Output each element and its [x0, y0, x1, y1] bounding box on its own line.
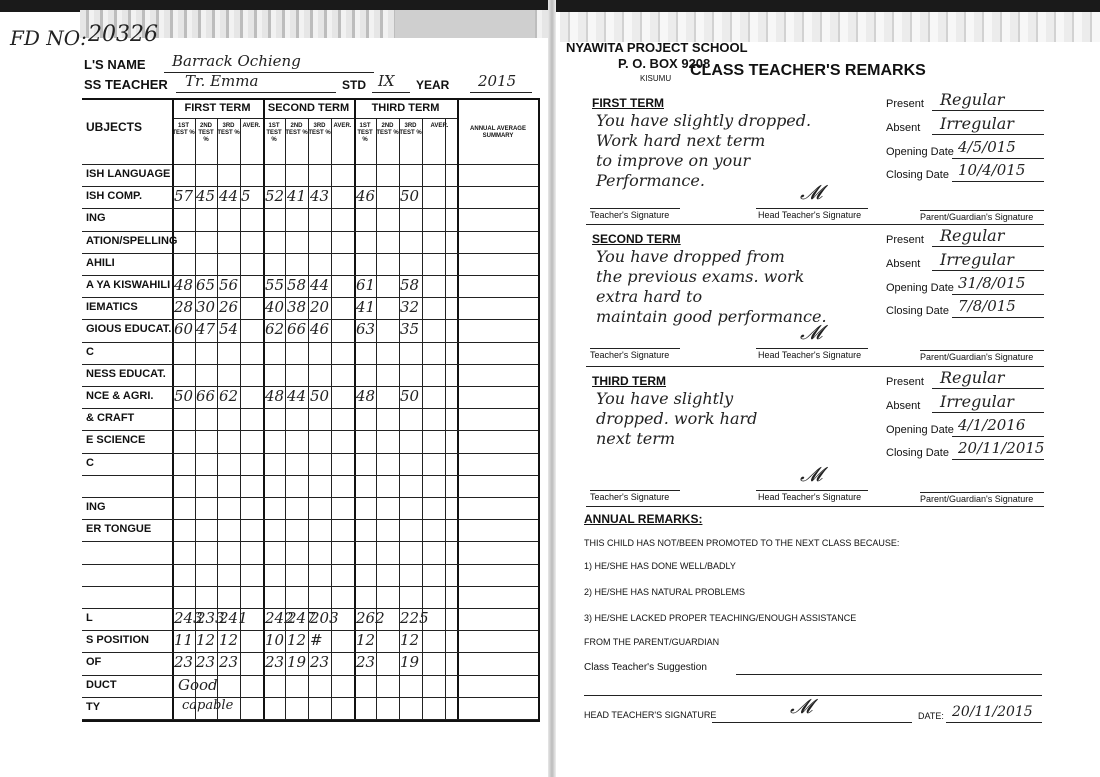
subject-row-label: & CRAFT — [86, 412, 135, 425]
term-remark-line: next term — [596, 429, 676, 448]
subject-row-label: TY — [86, 700, 101, 713]
term-title: SECOND TERM — [592, 232, 681, 246]
absent-label: Absent — [886, 122, 921, 134]
school-name: NYAWITA PROJECT SCHOOL — [566, 40, 748, 55]
mark-cell: 54 — [219, 320, 239, 339]
test-col-header: AVER. — [333, 123, 352, 129]
mark-cell: 12 — [287, 631, 307, 650]
teacher-value: Tr. Emma — [185, 72, 259, 90]
test-col-header: 3RD TEST % — [308, 123, 331, 136]
mark-cell: 20 — [310, 298, 330, 317]
term-remark-line: to improve on your — [596, 151, 751, 170]
term-remark-line: Performance. — [596, 171, 705, 190]
subject-row-label: ER TONGUE — [86, 523, 152, 536]
subject-row-label: A YA KISWAHILI — [86, 279, 171, 291]
mark-cell: 41 — [287, 187, 307, 206]
id-no-value: 20326 — [88, 22, 158, 47]
test-col-header: 2ND TEST % — [376, 123, 399, 136]
mark-cell: 23 — [310, 653, 330, 672]
mark-cell: 61 — [356, 276, 376, 294]
mark-cell: 44 — [219, 187, 239, 206]
year-label: YEAR — [416, 78, 450, 92]
subject-row-label: E SCIENCE — [86, 434, 146, 447]
scan-strip-left — [395, 10, 535, 38]
test-col-header: 1ST TEST % — [266, 123, 282, 143]
mark-cell: 32 — [400, 298, 420, 317]
suggestion-label: Class Teacher's Suggestion — [584, 662, 707, 673]
term-remark-line: dropped. work hard — [596, 409, 758, 428]
mark-cell: 66 — [287, 320, 307, 339]
name-label: L'S NAME — [84, 57, 146, 72]
annual-line1: THIS CHILD HAS NOT/BEEN PROMOTED TO THE NEXT CLASS BECAUSE: — [584, 538, 900, 548]
term-title: FIRST TERM — [592, 96, 664, 110]
subject-row-label: S POSITION — [86, 634, 149, 647]
mark-cell: 243 — [174, 609, 203, 627]
mark-cell: 35 — [400, 320, 420, 339]
absent-label: Absent — [886, 400, 921, 412]
mark-cell: 247 — [287, 609, 316, 627]
term-header-2: SECOND TERM — [267, 102, 350, 114]
present-value: Regular — [940, 90, 1005, 109]
test-col-header: 2ND TEST % — [198, 123, 214, 143]
annual-title: ANNUAL REMARKS: — [584, 512, 703, 526]
present-value: Regular — [940, 226, 1005, 245]
mark-cell: 66 — [196, 387, 216, 405]
ability-value: capable — [182, 697, 234, 713]
opening-label: Opening Date — [886, 146, 954, 158]
year-value: 2015 — [478, 72, 517, 90]
opening-label: Opening Date — [886, 424, 954, 436]
teacher-signature-label: Teacher's Signature — [590, 210, 670, 220]
test-col-header: 3RD TEST % — [399, 123, 422, 136]
parent-signature-label: Parent/Guardian's Signature — [920, 212, 1034, 222]
head-signature-label: Head Teacher's Signature — [758, 210, 862, 220]
closing-label: Closing Date — [886, 447, 949, 459]
subject-row-label: IEMATICS — [86, 301, 138, 314]
mark-cell: 50 — [400, 387, 420, 405]
mark-cell: 62 — [219, 387, 239, 405]
term-remark-line: You have dropped from — [596, 247, 785, 266]
subject-row-label: C — [86, 456, 94, 469]
mark-cell: 63 — [356, 320, 376, 339]
mark-cell: 46 — [310, 320, 330, 339]
subject-row-label: GIOUS EDUCAT. — [86, 323, 172, 336]
head-signature-mark: 𝓜 — [800, 180, 823, 204]
closing-value: 20/11/2015 — [958, 439, 1045, 457]
mark-cell: 56 — [219, 276, 239, 294]
marks-table — [82, 98, 540, 722]
mark-cell: 19 — [400, 653, 420, 672]
subject-row-label: NESS EDUCAT. — [86, 367, 166, 380]
page-fold — [548, 0, 556, 777]
absent-label: Absent — [886, 258, 921, 270]
mark-cell: 58 — [287, 276, 307, 294]
mark-cell: 5 — [241, 187, 251, 206]
mark-cell: 23 — [174, 653, 194, 672]
std-label: STD — [342, 78, 366, 92]
term-remark-line: the previous exams. work — [596, 267, 805, 286]
parent-signature-label: Parent/Guardian's Signature — [920, 352, 1034, 362]
name-value: Barrack Ochieng — [172, 52, 301, 70]
mark-cell: 19 — [287, 653, 307, 672]
mark-cell: 45 — [196, 187, 216, 206]
mark-cell: 28 — [174, 298, 194, 317]
id-no-label: FD NO: — [10, 26, 87, 50]
test-col-header: 2ND TEST % — [285, 123, 308, 136]
mark-cell: 23 — [219, 653, 239, 672]
test-col-header: AVER. — [430, 123, 449, 129]
mark-cell: 262 — [356, 609, 385, 627]
subject-row-label: L — [86, 612, 93, 624]
mark-cell: 12 — [400, 631, 420, 650]
subject-row-label: ISH LANGUAGE — [86, 168, 171, 180]
present-label: Present — [886, 376, 924, 388]
present-label: Present — [886, 98, 924, 110]
annual-line4: 3) HE/SHE LACKED PROPER TEACHING/ENOUGH ASSISTANCE — [584, 613, 857, 623]
head-signature-mark: 𝓜 — [800, 320, 823, 344]
mark-cell: 44 — [287, 387, 307, 405]
term-remark-line: extra hard to — [596, 287, 703, 306]
head-signature-mark: 𝓜 — [800, 462, 823, 486]
mark-cell: 233 — [196, 609, 225, 627]
std-value: IX — [378, 72, 395, 90]
test-col-header: 1ST TEST % — [172, 123, 195, 136]
head-signature-mark: 𝓜 — [790, 694, 813, 718]
teacher-label: SS TEACHER — [84, 77, 168, 92]
mark-cell: 44 — [310, 276, 330, 294]
mark-cell: 47 — [196, 320, 216, 339]
mark-cell: # — [310, 631, 323, 650]
subject-row-label: C — [86, 345, 94, 358]
mark-cell: 65 — [196, 276, 216, 294]
present-label: Present — [886, 234, 924, 246]
opening-value: 31/8/015 — [958, 274, 1026, 292]
head-signature-label: Head Teacher's Signature — [758, 492, 862, 502]
subject-row-label: NCE & AGRI. — [86, 390, 154, 402]
term-header-1: FIRST TERM — [184, 102, 251, 114]
mark-cell: 23 — [265, 653, 285, 672]
annual-line2: 1) HE/SHE HAS DONE WELL/BADLY — [584, 561, 736, 571]
date-value: 20/11/2015 — [952, 704, 1033, 720]
mark-cell: 50 — [310, 387, 330, 405]
mark-cell: 48 — [174, 276, 194, 294]
closing-value: 7/8/015 — [958, 297, 1016, 315]
test-col-header: 3RD TEST % — [217, 123, 240, 136]
school-town: KISUMU — [640, 74, 672, 83]
mark-cell: 225 — [400, 609, 429, 627]
mark-cell: 52 — [265, 187, 285, 206]
mark-cell: 57 — [174, 187, 194, 206]
closing-value: 10/4/015 — [958, 161, 1026, 179]
conduct-value: Good — [178, 675, 218, 694]
mark-cell: 38 — [287, 298, 307, 317]
subject-row-label: ATION/SPELLING — [86, 234, 178, 247]
absent-value: Irregular — [940, 114, 1014, 133]
school-box: P. O. BOX 9208 — [618, 56, 711, 71]
mark-cell: 241 — [219, 609, 248, 627]
parent-signature-label: Parent/Guardian's Signature — [920, 494, 1034, 504]
subject-row-label: ING — [86, 212, 106, 225]
term-title: THIRD TERM — [592, 374, 666, 388]
mark-cell: 58 — [400, 276, 420, 294]
subject-row-label: OF — [86, 656, 102, 669]
annual-line5: FROM THE PARENT/GUARDIAN — [584, 637, 720, 647]
annual-line3: 2) HE/SHE HAS NATURAL PROBLEMS — [584, 587, 746, 597]
mark-cell: 48 — [356, 387, 376, 405]
remarks-title: CLASS TEACHER'S REMARKS — [690, 62, 926, 79]
subject-row-label: ING — [86, 501, 106, 513]
mark-cell: 12 — [196, 631, 216, 650]
head-signature-label: Head Teacher's Signature — [758, 350, 862, 360]
test-col-header: 1ST TEST % — [357, 123, 373, 143]
subject-row-label: AHILI — [86, 256, 115, 269]
present-value: Regular — [940, 368, 1005, 387]
mark-cell: 62 — [265, 320, 285, 339]
mark-cell: 30 — [196, 298, 216, 317]
mark-cell: 43 — [310, 187, 330, 206]
mark-cell: 11 — [174, 631, 194, 650]
subjects-header: UBJECTS — [86, 120, 143, 134]
mark-cell: 40 — [265, 298, 285, 317]
opening-label: Opening Date — [886, 282, 954, 294]
mark-cell: 48 — [265, 387, 285, 405]
subject-row-label: DUCT — [86, 678, 117, 691]
date-label: DATE: — [918, 711, 944, 721]
mark-cell: 46 — [356, 187, 376, 206]
teacher-signature-label: Teacher's Signature — [590, 492, 670, 502]
mark-cell: 60 — [174, 320, 194, 339]
term-header-3: THIRD TERM — [371, 102, 440, 114]
closing-label: Closing Date — [886, 305, 949, 317]
mark-cell: 50 — [400, 187, 420, 206]
mark-cell: 12 — [356, 631, 376, 650]
term-remark-line: maintain good performance. — [596, 307, 827, 326]
mark-cell: 50 — [174, 387, 194, 405]
annual-average-header: ANNUAL AVERAGE SUMMARY — [470, 126, 526, 139]
test-col-header: AVER. — [242, 123, 261, 129]
absent-value: Irregular — [940, 250, 1014, 269]
term-remark-line: Work hard next term — [596, 131, 766, 150]
opening-value: 4/5/015 — [958, 138, 1016, 156]
mark-cell: 55 — [265, 276, 285, 294]
term-remark-line: You have slightly dropped. — [596, 111, 812, 130]
mark-cell: 10 — [265, 631, 285, 650]
closing-label: Closing Date — [886, 169, 949, 181]
mark-cell: 12 — [219, 631, 239, 650]
mark-cell: 203 — [310, 609, 339, 627]
opening-value: 4/1/2016 — [958, 416, 1026, 434]
term-remark-line: You have slightly — [596, 389, 734, 408]
mark-cell: 41 — [356, 298, 376, 317]
mark-cell: 23 — [356, 653, 376, 672]
teacher-signature-label: Teacher's Signature — [590, 350, 670, 360]
mark-cell: 26 — [219, 298, 239, 317]
subject-row-label: ISH COMP. — [86, 190, 143, 203]
head-signature-label: HEAD TEACHER'S SIGNATURE — [584, 710, 717, 720]
scan-strip-right — [560, 12, 1100, 42]
absent-value: Irregular — [940, 392, 1014, 411]
mark-cell: 242 — [265, 609, 294, 627]
mark-cell: 23 — [196, 653, 216, 672]
